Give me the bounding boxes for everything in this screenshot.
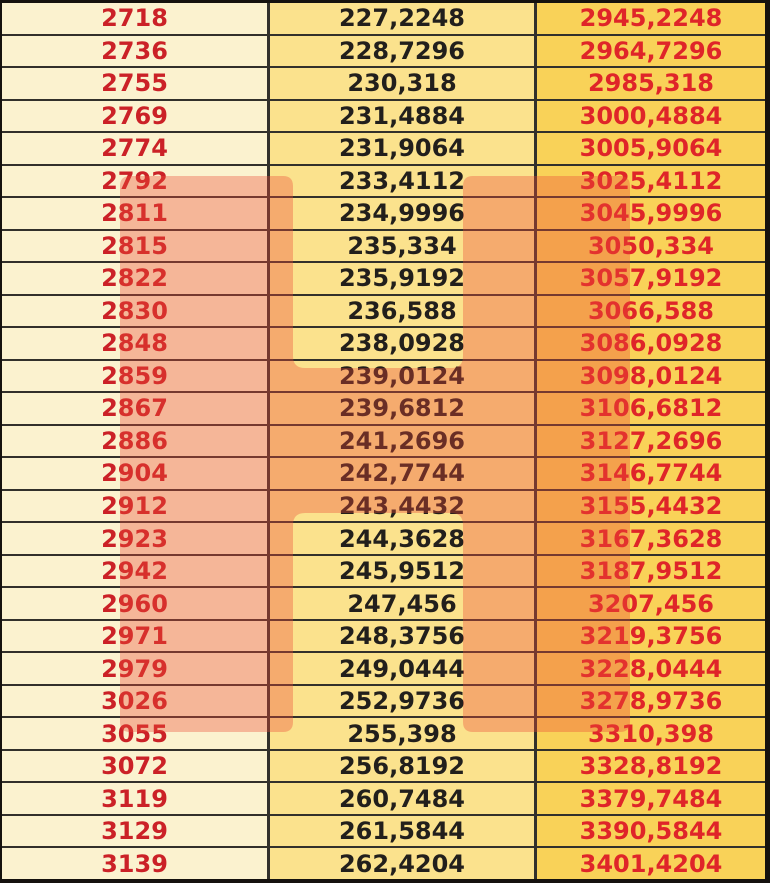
cell-col1: 3072 [2, 751, 270, 782]
table-row [2, 556, 765, 589]
cell-col2: 245,9512 [270, 556, 537, 587]
table-row [2, 426, 765, 459]
cell-col3: 2964,7296 [537, 36, 765, 67]
cell-col1: 2774 [2, 133, 270, 164]
table-row [2, 816, 765, 849]
cell-col3: 3005,9064 [537, 133, 765, 164]
table-row [2, 3, 765, 36]
cell-col2: 239,0124 [270, 361, 537, 392]
cell-col3: 3086,0928 [537, 328, 765, 359]
cell-col3: 2985,318 [537, 68, 765, 99]
cell-col2: 228,7296 [270, 36, 537, 67]
cell-col2: 244,3628 [270, 523, 537, 554]
cell-col1: 2830 [2, 296, 270, 327]
cell-col2: 231,9064 [270, 133, 537, 164]
table-row [2, 328, 765, 361]
cell-col1: 2979 [2, 653, 270, 684]
cell-col3: 3057,9192 [537, 263, 765, 294]
table-row [2, 458, 765, 491]
table-row [2, 231, 765, 264]
table-row [2, 751, 765, 784]
table-row [2, 133, 765, 166]
cell-col3: 3219,3756 [537, 621, 765, 652]
cell-col3: 3045,9996 [537, 198, 765, 229]
cell-col3: 3310,398 [537, 718, 765, 749]
table-row [2, 393, 765, 426]
table-row [2, 783, 765, 816]
cell-col3: 3278,9736 [537, 686, 765, 717]
cell-col3: 3106,6812 [537, 393, 765, 424]
cell-col3: 3127,2696 [537, 426, 765, 457]
cell-col3: 3328,8192 [537, 751, 765, 782]
cell-col2: 231,4884 [270, 101, 537, 132]
cell-col3: 3401,4204 [537, 848, 765, 879]
cell-col2: 260,7484 [270, 783, 537, 814]
cell-col2: 233,4112 [270, 166, 537, 197]
cell-col1: 2971 [2, 621, 270, 652]
cell-col2: 252,9736 [270, 686, 537, 717]
cell-col3: 3379,7484 [537, 783, 765, 814]
cell-col3: 3098,0124 [537, 361, 765, 392]
cell-col2: 235,334 [270, 231, 537, 262]
cell-col1: 3055 [2, 718, 270, 749]
cell-col3: 3025,4112 [537, 166, 765, 197]
cell-col3: 3228,0444 [537, 653, 765, 684]
cell-col1: 2755 [2, 68, 270, 99]
table-row [2, 848, 765, 879]
table-row [2, 263, 765, 296]
table-row [2, 166, 765, 199]
cell-col1: 2859 [2, 361, 270, 392]
cell-col3: 3207,456 [537, 588, 765, 619]
cell-col1: 2792 [2, 166, 270, 197]
table-row [2, 68, 765, 101]
table-row [2, 361, 765, 394]
cell-col1: 2923 [2, 523, 270, 554]
cell-col3: 3390,5844 [537, 816, 765, 847]
table-row [2, 101, 765, 134]
cell-col1: 2848 [2, 328, 270, 359]
cell-col1: 2822 [2, 263, 270, 294]
cell-col1: 2769 [2, 101, 270, 132]
table-row [2, 491, 765, 524]
cell-col2: 238,0928 [270, 328, 537, 359]
cell-col3: 3167,3628 [537, 523, 765, 554]
cell-col2: 242,7744 [270, 458, 537, 489]
cell-col1: 2811 [2, 198, 270, 229]
table-row [2, 621, 765, 654]
cell-col1: 3139 [2, 848, 270, 879]
cell-col3: 3155,4432 [537, 491, 765, 522]
table-row [2, 36, 765, 69]
table-row [2, 523, 765, 556]
cell-col3: 2945,2248 [537, 3, 765, 34]
cell-col1: 2912 [2, 491, 270, 522]
cell-col1: 2942 [2, 556, 270, 587]
cell-col1: 2867 [2, 393, 270, 424]
cell-col2: 256,8192 [270, 751, 537, 782]
cell-col2: 236,588 [270, 296, 537, 327]
cell-col2: 261,5844 [270, 816, 537, 847]
cell-col2: 262,4204 [270, 848, 537, 879]
table-row [2, 686, 765, 719]
cell-col2: 243,4432 [270, 491, 537, 522]
cell-col2: 247,456 [270, 588, 537, 619]
cell-col3: 3187,9512 [537, 556, 765, 587]
cell-col2: 248,3756 [270, 621, 537, 652]
cell-col2: 255,398 [270, 718, 537, 749]
cell-col1: 2815 [2, 231, 270, 262]
table-row [2, 718, 765, 751]
table-body [2, 3, 765, 879]
cell-col2: 234,9996 [270, 198, 537, 229]
cell-col3: 3000,4884 [537, 101, 765, 132]
cell-col3: 3050,334 [537, 231, 765, 262]
cell-col1: 2904 [2, 458, 270, 489]
table-row [2, 198, 765, 231]
cell-col1: 2736 [2, 36, 270, 67]
cell-col1: 3129 [2, 816, 270, 847]
cell-col3: 3066,588 [537, 296, 765, 327]
table-row [2, 296, 765, 329]
cell-col1: 3119 [2, 783, 270, 814]
cell-col2: 235,9192 [270, 263, 537, 294]
cell-col3: 3146,7744 [537, 458, 765, 489]
cell-col1: 2718 [2, 3, 270, 34]
cell-col2: 239,6812 [270, 393, 537, 424]
cell-col1: 2886 [2, 426, 270, 457]
table-row [2, 653, 765, 686]
cell-col1: 3026 [2, 686, 270, 717]
cell-col2: 249,0444 [270, 653, 537, 684]
table-row [2, 588, 765, 621]
cell-col2: 227,2248 [270, 3, 537, 34]
cell-col2: 241,2696 [270, 426, 537, 457]
cell-col1: 2960 [2, 588, 270, 619]
cell-col2: 230,318 [270, 68, 537, 99]
